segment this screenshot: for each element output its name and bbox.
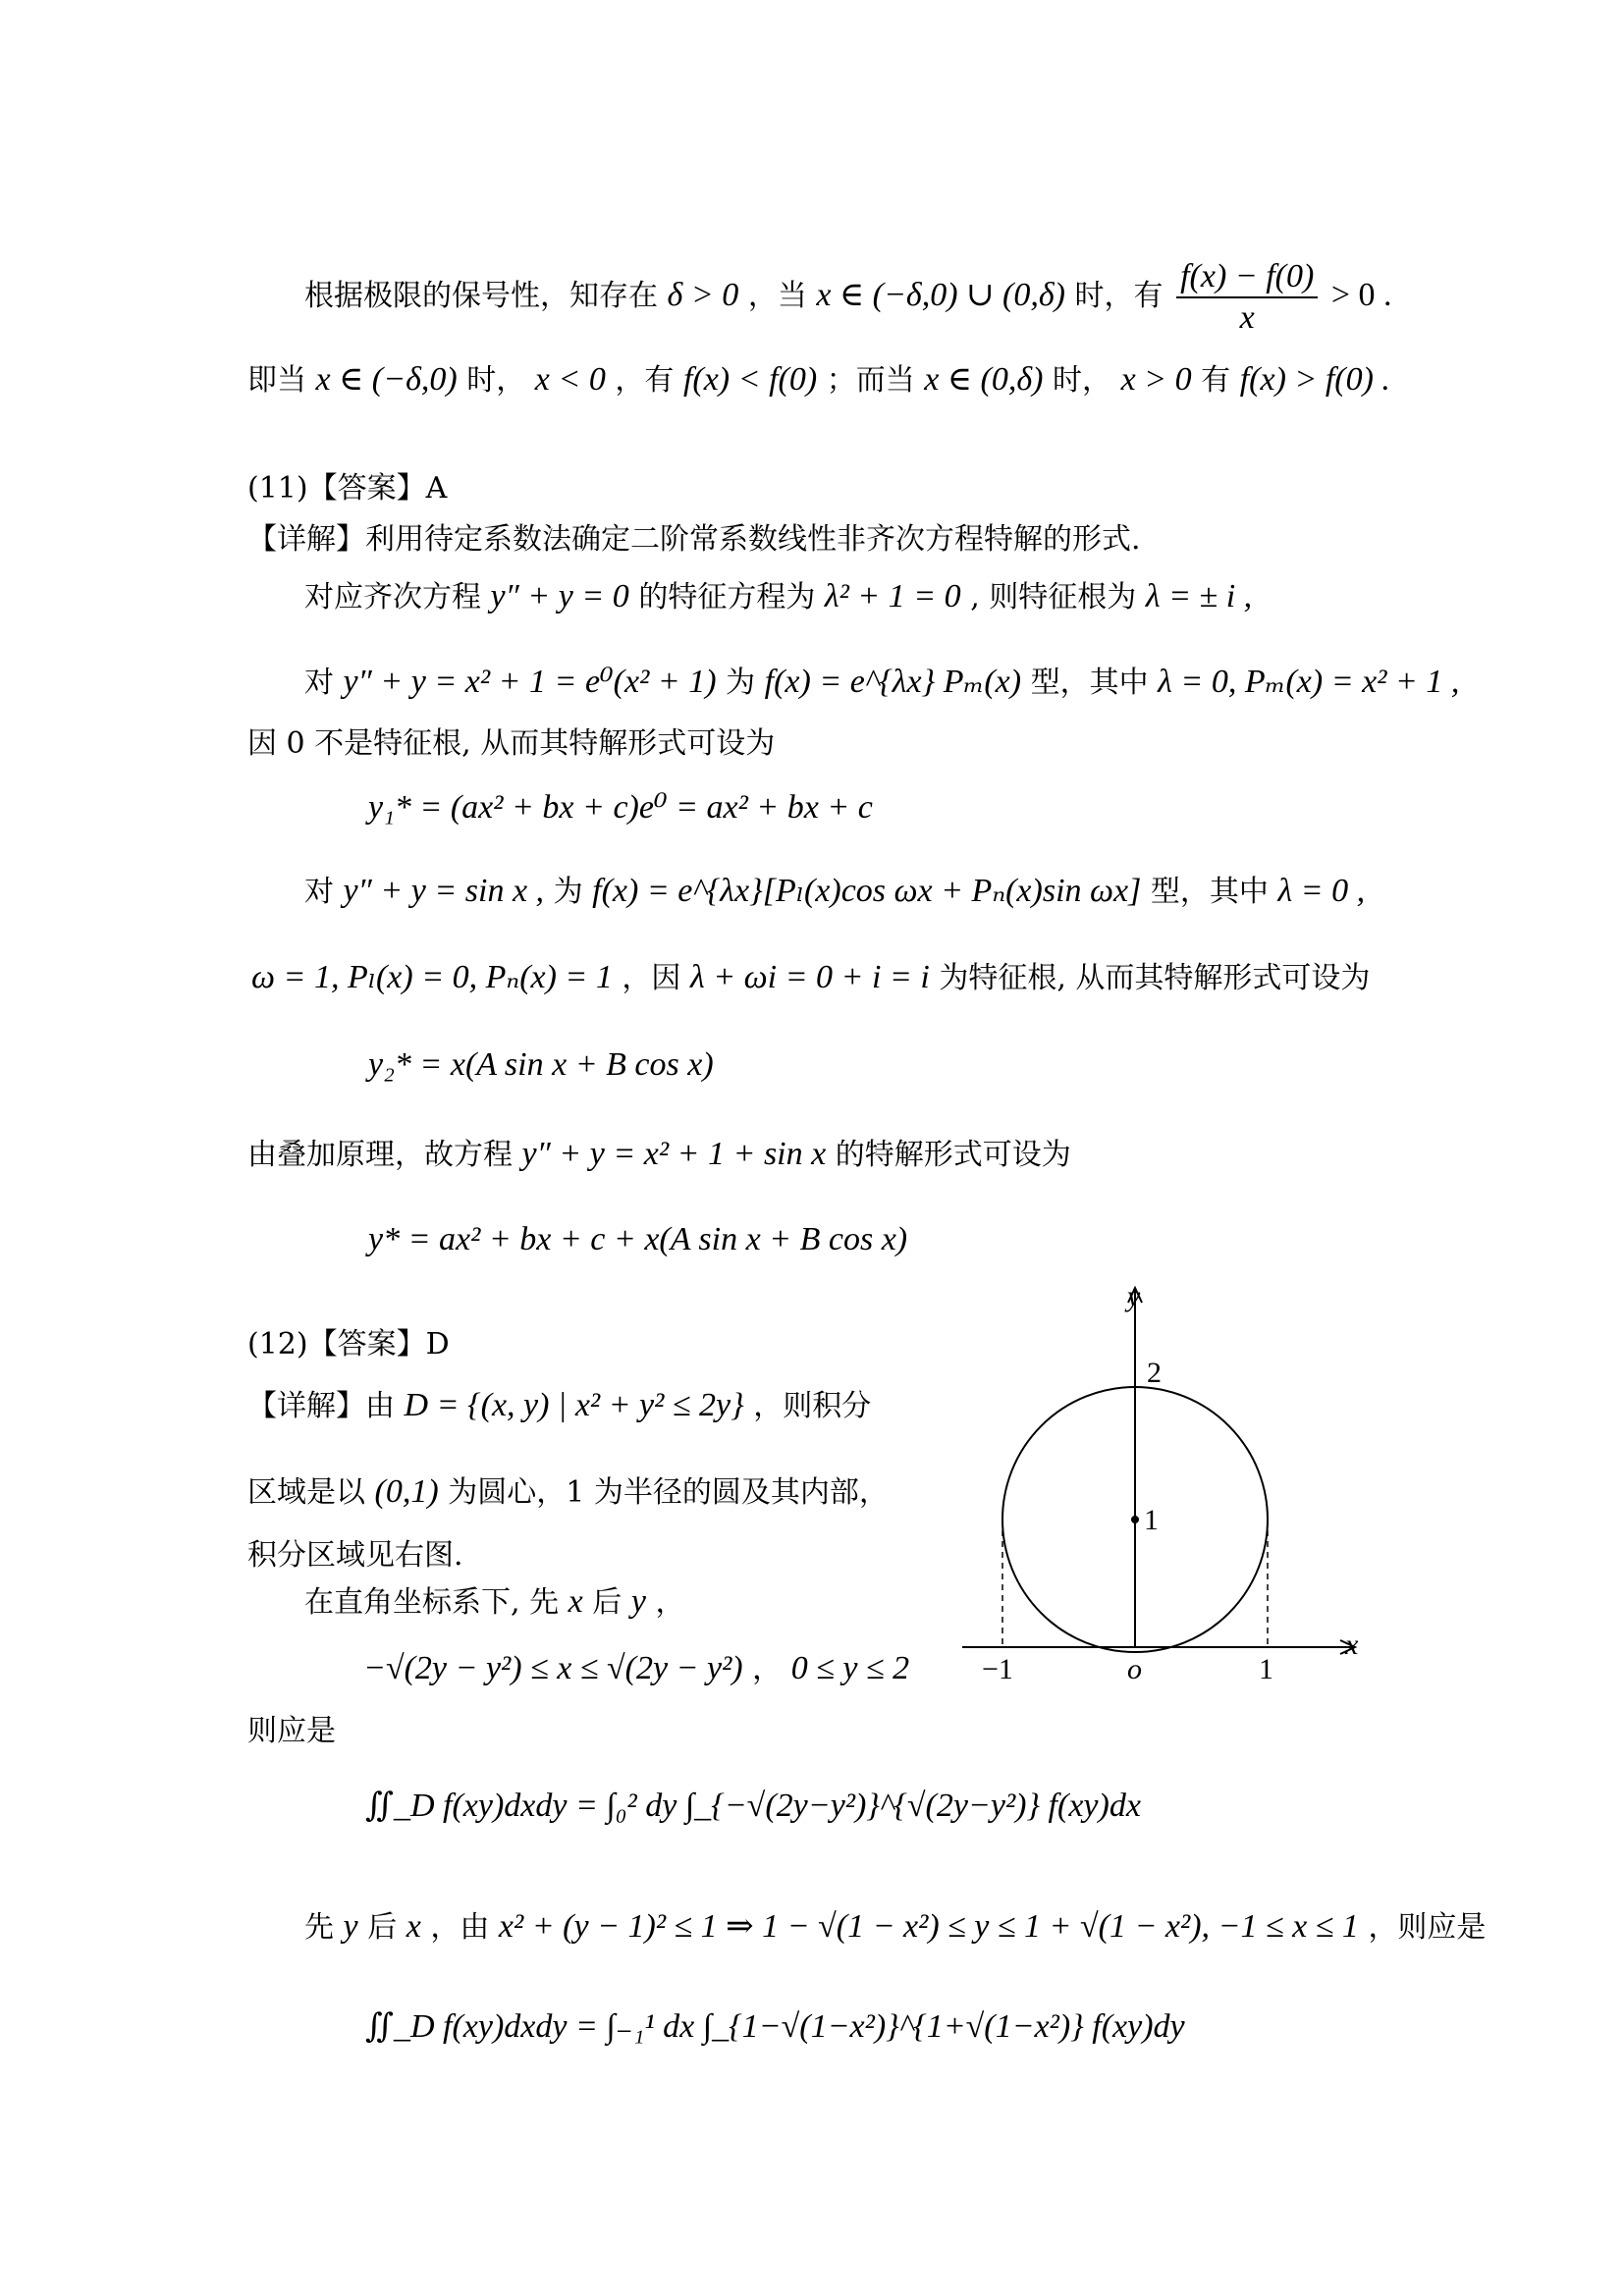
math: f(x) = e^{λx} Pₘ(x) (764, 664, 1022, 700)
math: y (343, 1908, 358, 1945)
text: ，由 (430, 1910, 490, 1945)
math: 0 ≤ y ≤ 2 (790, 1650, 910, 1686)
math: f(x) > f(0) . (1239, 361, 1390, 398)
y-axis-label: y (1127, 1280, 1141, 1312)
math: λ + ωi = 0 + i = i (689, 959, 930, 995)
answer-heading: (12)【答案】D (247, 1327, 450, 1362)
equation: ∬_D f(xy)dxdy = ∫₋₁¹ dx ∫_{1−√(1−x²)}^{1+√(1−x²)} f(xy)dy (365, 2008, 1185, 2045)
equation: ∬_D f(xy)dxdy = ∫₀² dy ∫_{−√(2y−y²)}^{√(2y−y²)} f(xy)dx (365, 1788, 1141, 1824)
text: ，有 (615, 363, 675, 398)
text-line: 则应是 (247, 1714, 336, 1748)
text: 对 (304, 875, 334, 909)
math: x ∈ (−δ,0) (315, 361, 458, 398)
text: ，因 (622, 961, 681, 995)
math: x (406, 1908, 421, 1945)
origin-label: o (1127, 1653, 1142, 1685)
text: 时， (466, 363, 526, 398)
text: ；而当 (826, 363, 915, 398)
text: 为特征根, 从而其特解形式可设为 (939, 961, 1371, 995)
text: 为圆心，1 为半径的圆及其内部， (448, 1475, 889, 1510)
text-line (247, 1386, 871, 1426)
math: y″ + y = 0 (490, 578, 629, 614)
text: 对 (304, 666, 334, 700)
equation: y₂* = x(A sin x + B cos x) (368, 1046, 714, 1083)
text: 为 (726, 666, 756, 700)
math: y″ + y = x² + 1 = e⁰(x² + 1) (343, 664, 717, 700)
detail-line: 【详解】利用待定系数法确定二阶常系数线性非齐次方程特解的形式. (247, 522, 1141, 557)
text: 的特征方程为 (638, 580, 816, 614)
numerator: f(x) − f(0) (1176, 257, 1318, 298)
label-1: 1 (1144, 1504, 1159, 1536)
text: 在直角坐标系下, 先 (304, 1585, 560, 1620)
math: x² + (y − 1)² ≤ 1 ⇒ 1 − √(1 − x²) ≤ y ≤ 1 + √(1 − x²), −1 ≤ x ≤ 1 (498, 1908, 1359, 1945)
text-line (304, 577, 1252, 617)
math: λ = 0 , (1277, 873, 1366, 909)
math: ω = 1, Pₗ(x) = 0, Pₙ(x) = 1 (251, 959, 613, 995)
text-line (304, 1907, 1486, 1948)
text-line: 积分区域见右图. (247, 1538, 463, 1573)
text: 型，其中 (1150, 875, 1269, 909)
label-pos1: 1 (1259, 1653, 1273, 1685)
text: 后 (592, 1585, 623, 1620)
text-line (304, 257, 1392, 338)
text: ，则应是 (1368, 1910, 1487, 1945)
math: x > 0 (1120, 361, 1192, 398)
text-line (247, 1135, 1071, 1175)
text: 先 (304, 1910, 334, 1945)
text-line (251, 958, 1370, 998)
math: x (568, 1583, 583, 1620)
center-point (1131, 1516, 1139, 1523)
math: y (630, 1583, 646, 1620)
equation: y₁* = (ax² + bx + c)e⁰ = ax² + bx + c (368, 789, 873, 826)
text: 对应齐次方程 (304, 580, 481, 614)
math: f(x) = e^{λx}[Pₗ(x)cos ωx + Pₙ(x)sin ωx] (592, 873, 1142, 909)
math: −√(2y − y²) ≤ x ≤ √(2y − y²) (363, 1650, 743, 1686)
text-line (363, 1649, 909, 1689)
text-line: 因 0 不是特征根, 从而其特解形式可设为 (247, 726, 776, 761)
math: > 0 . (1330, 277, 1392, 313)
text: 型，其中 (1030, 666, 1149, 700)
text-line (247, 1472, 889, 1513)
text-line (247, 360, 1390, 400)
equation: y* = ax² + bx + c + x(A sin x + B cos x) (368, 1221, 908, 1257)
math: f(x) < f(0) (682, 361, 818, 398)
text: ，则积分 (753, 1389, 872, 1423)
math: λ = 0, Pₘ(x) = x² + 1 , (1158, 664, 1460, 700)
math: x ∈ (0,δ) (924, 361, 1044, 398)
math: λ = ± i , (1145, 578, 1253, 614)
text: 的特解形式可设为 (835, 1138, 1071, 1172)
x-axis-label: x (1345, 1629, 1359, 1661)
region-figure (943, 1276, 1384, 1708)
text: 为 (553, 875, 583, 909)
text: 由叠加原理，故方程 (247, 1138, 513, 1172)
text: ，当 (747, 279, 807, 313)
math: y″ + y = sin x , (343, 873, 545, 909)
fraction (1176, 257, 1318, 338)
label-neg1: −1 (982, 1653, 1013, 1685)
text: 时， (1053, 363, 1112, 398)
label-2: 2 (1147, 1357, 1162, 1389)
text: 【详解】由 (247, 1389, 395, 1423)
text: 有 (1201, 363, 1231, 398)
text: 即当 (247, 363, 306, 398)
answer-heading: (11)【答案】A (247, 471, 448, 506)
text-line (304, 1582, 684, 1623)
math: λ² + 1 = 0 (824, 578, 961, 614)
math: δ > 0 (667, 277, 739, 313)
math: D = {(x, y) | x² + y² ≤ 2y} (404, 1387, 744, 1423)
text-line (304, 663, 1459, 703)
text: 区域是以 (247, 1475, 365, 1510)
math: x ∈ (−δ,0) ∪ (0,δ) (816, 277, 1065, 313)
text: ， (752, 1652, 783, 1686)
denominator: x (1239, 299, 1255, 336)
text: 时，有 (1074, 279, 1164, 313)
math: x < 0 (534, 361, 606, 398)
text-line (304, 872, 1365, 912)
math: (0,1) (374, 1473, 439, 1510)
text: 根据极限的保号性，知存在 (304, 279, 658, 313)
text: 后 (367, 1910, 398, 1945)
math: y″ + y = x² + 1 + sin x (521, 1136, 827, 1172)
text: , 则特征根为 (970, 580, 1137, 614)
text: ， (655, 1585, 685, 1620)
